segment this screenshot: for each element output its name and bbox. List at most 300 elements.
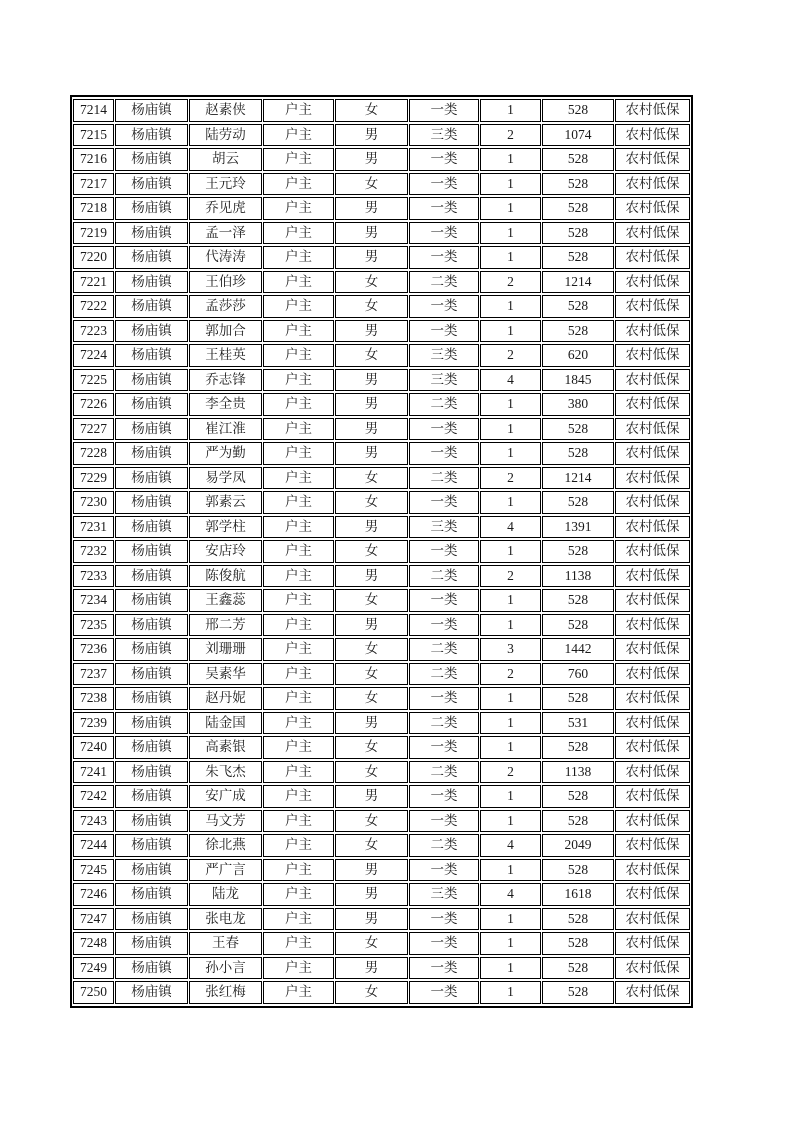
table-cell-person-count: 1 xyxy=(480,197,541,220)
table-cell-gender: 女 xyxy=(335,540,408,563)
table-cell-category: 一类 xyxy=(409,197,479,220)
table-cell-sequence-number: 7232 xyxy=(73,540,114,563)
table-cell-town: 杨庙镇 xyxy=(115,565,188,588)
table-cell-relation: 户主 xyxy=(263,246,334,269)
table-cell-name: 徐北燕 xyxy=(189,834,262,857)
table-cell-name: 孟一泽 xyxy=(189,222,262,245)
table-cell-amount: 528 xyxy=(542,785,614,808)
table-cell-sequence-number: 7231 xyxy=(73,516,114,539)
table-cell-town: 杨庙镇 xyxy=(115,932,188,955)
table-cell-name: 马文芳 xyxy=(189,810,262,833)
table-cell-name: 王春 xyxy=(189,932,262,955)
table-cell-category: 二类 xyxy=(409,834,479,857)
table-cell-amount: 528 xyxy=(542,540,614,563)
table-cell-amount: 528 xyxy=(542,957,614,980)
table-cell-sequence-number: 7219 xyxy=(73,222,114,245)
table-cell-relation: 户主 xyxy=(263,491,334,514)
table-cell-welfare-type: 农村低保 xyxy=(615,736,690,759)
table-cell-person-count: 1 xyxy=(480,393,541,416)
table-cell-gender: 女 xyxy=(335,761,408,784)
table-cell-town: 杨庙镇 xyxy=(115,981,188,1004)
table-cell-sequence-number: 7216 xyxy=(73,148,114,171)
table-cell-name: 郭素云 xyxy=(189,491,262,514)
table-cell-town: 杨庙镇 xyxy=(115,99,188,122)
table-cell-person-count: 1 xyxy=(480,222,541,245)
table-cell-relation: 户主 xyxy=(263,540,334,563)
table-cell-town: 杨庙镇 xyxy=(115,393,188,416)
table-row xyxy=(73,957,690,980)
table-cell-relation: 户主 xyxy=(263,99,334,122)
table-cell-gender: 女 xyxy=(335,810,408,833)
table-cell-amount: 531 xyxy=(542,712,614,735)
table-cell-relation: 户主 xyxy=(263,148,334,171)
table-cell-name: 王桂英 xyxy=(189,344,262,367)
table-cell-town: 杨庙镇 xyxy=(115,369,188,392)
table-cell-amount: 1074 xyxy=(542,124,614,147)
table-body xyxy=(73,99,690,1004)
table-cell-gender: 男 xyxy=(335,785,408,808)
table-cell-welfare-type: 农村低保 xyxy=(615,124,690,147)
table-cell-gender: 女 xyxy=(335,491,408,514)
table-cell-town: 杨庙镇 xyxy=(115,295,188,318)
table-row xyxy=(73,736,690,759)
table-cell-sequence-number: 7235 xyxy=(73,614,114,637)
table-cell-relation: 户主 xyxy=(263,638,334,661)
table-cell-gender: 男 xyxy=(335,614,408,637)
table-cell-town: 杨庙镇 xyxy=(115,418,188,441)
table-cell-gender: 男 xyxy=(335,859,408,882)
table-cell-amount: 528 xyxy=(542,810,614,833)
table-cell-relation: 户主 xyxy=(263,516,334,539)
table-cell-amount: 528 xyxy=(542,99,614,122)
table-cell-category: 一类 xyxy=(409,932,479,955)
table-cell-category: 二类 xyxy=(409,393,479,416)
table-cell-category: 一类 xyxy=(409,810,479,833)
table-cell-sequence-number: 7215 xyxy=(73,124,114,147)
table-cell-category: 三类 xyxy=(409,883,479,906)
table-cell-relation: 户主 xyxy=(263,442,334,465)
table-cell-name: 吴素华 xyxy=(189,663,262,686)
table-cell-sequence-number: 7223 xyxy=(73,320,114,343)
table-cell-gender: 女 xyxy=(335,834,408,857)
table-cell-person-count: 4 xyxy=(480,834,541,857)
table-cell-town: 杨庙镇 xyxy=(115,589,188,612)
table-cell-person-count: 1 xyxy=(480,418,541,441)
table-cell-name: 代涛涛 xyxy=(189,246,262,269)
table-cell-welfare-type: 农村低保 xyxy=(615,197,690,220)
table-cell-relation: 户主 xyxy=(263,736,334,759)
table-cell-person-count: 1 xyxy=(480,148,541,171)
table-row xyxy=(73,246,690,269)
table-cell-relation: 户主 xyxy=(263,344,334,367)
table-cell-relation: 户主 xyxy=(263,810,334,833)
table-cell-welfare-type: 农村低保 xyxy=(615,859,690,882)
table-cell-town: 杨庙镇 xyxy=(115,516,188,539)
table-cell-gender: 女 xyxy=(335,932,408,955)
table-cell-person-count: 1 xyxy=(480,981,541,1004)
table-cell-relation: 户主 xyxy=(263,761,334,784)
table-row xyxy=(73,369,690,392)
table-cell-person-count: 1 xyxy=(480,712,541,735)
table-row xyxy=(73,418,690,441)
table-cell-gender: 男 xyxy=(335,565,408,588)
table-row xyxy=(73,173,690,196)
table-cell-sequence-number: 7224 xyxy=(73,344,114,367)
table-cell-sequence-number: 7234 xyxy=(73,589,114,612)
table-cell-relation: 户主 xyxy=(263,687,334,710)
table-cell-person-count: 1 xyxy=(480,589,541,612)
table-cell-gender: 女 xyxy=(335,589,408,612)
table-cell-welfare-type: 农村低保 xyxy=(615,295,690,318)
table-row xyxy=(73,516,690,539)
table-cell-amount: 528 xyxy=(542,246,614,269)
table-cell-category: 一类 xyxy=(409,295,479,318)
table-cell-welfare-type: 农村低保 xyxy=(615,834,690,857)
table-cell-relation: 户主 xyxy=(263,908,334,931)
table-cell-gender: 男 xyxy=(335,148,408,171)
table-cell-gender: 女 xyxy=(335,638,408,661)
table-cell-town: 杨庙镇 xyxy=(115,638,188,661)
table-cell-sequence-number: 7217 xyxy=(73,173,114,196)
table-cell-name: 邢二芳 xyxy=(189,614,262,637)
table-cell-category: 二类 xyxy=(409,271,479,294)
table-cell-category: 一类 xyxy=(409,540,479,563)
table-cell-name: 王鑫蕊 xyxy=(189,589,262,612)
table-row xyxy=(73,565,690,588)
table-cell-name: 陆金国 xyxy=(189,712,262,735)
table-cell-gender: 男 xyxy=(335,124,408,147)
table-cell-person-count: 1 xyxy=(480,957,541,980)
table-cell-name: 朱飞杰 xyxy=(189,761,262,784)
table-cell-person-count: 2 xyxy=(480,761,541,784)
table-cell-name: 赵丹妮 xyxy=(189,687,262,710)
table-cell-person-count: 1 xyxy=(480,540,541,563)
table-cell-gender: 女 xyxy=(335,295,408,318)
table-cell-category: 一类 xyxy=(409,981,479,1004)
table-cell-name: 安广成 xyxy=(189,785,262,808)
table-cell-category: 一类 xyxy=(409,687,479,710)
table-cell-category: 一类 xyxy=(409,173,479,196)
table-cell-amount: 760 xyxy=(542,663,614,686)
table-cell-person-count: 2 xyxy=(480,467,541,490)
table-cell-category: 一类 xyxy=(409,320,479,343)
table-cell-gender: 男 xyxy=(335,320,408,343)
table-cell-relation: 户主 xyxy=(263,785,334,808)
table-cell-welfare-type: 农村低保 xyxy=(615,222,690,245)
table-cell-welfare-type: 农村低保 xyxy=(615,173,690,196)
table-cell-sequence-number: 7228 xyxy=(73,442,114,465)
table-cell-welfare-type: 农村低保 xyxy=(615,810,690,833)
table-cell-relation: 户主 xyxy=(263,222,334,245)
table-cell-person-count: 1 xyxy=(480,810,541,833)
table-cell-amount: 1214 xyxy=(542,271,614,294)
table-row xyxy=(73,712,690,735)
table-cell-relation: 户主 xyxy=(263,957,334,980)
table-cell-person-count: 2 xyxy=(480,565,541,588)
table-cell-relation: 户主 xyxy=(263,197,334,220)
table-cell-sequence-number: 7229 xyxy=(73,467,114,490)
table-cell-sequence-number: 7218 xyxy=(73,197,114,220)
table-cell-category: 一类 xyxy=(409,222,479,245)
table-cell-welfare-type: 农村低保 xyxy=(615,418,690,441)
table-cell-town: 杨庙镇 xyxy=(115,712,188,735)
table-row xyxy=(73,197,690,220)
table-cell-sequence-number: 7222 xyxy=(73,295,114,318)
table-cell-welfare-type: 农村低保 xyxy=(615,957,690,980)
table-cell-welfare-type: 农村低保 xyxy=(615,369,690,392)
table-cell-amount: 528 xyxy=(542,222,614,245)
table-cell-gender: 男 xyxy=(335,222,408,245)
table-cell-amount: 528 xyxy=(542,736,614,759)
table-row xyxy=(73,785,690,808)
table-cell-amount: 1618 xyxy=(542,883,614,906)
table-cell-gender: 男 xyxy=(335,883,408,906)
table-cell-person-count: 1 xyxy=(480,614,541,637)
table-cell-person-count: 1 xyxy=(480,246,541,269)
table-cell-welfare-type: 农村低保 xyxy=(615,712,690,735)
table-cell-gender: 女 xyxy=(335,467,408,490)
table-row xyxy=(73,320,690,343)
table-cell-welfare-type: 农村低保 xyxy=(615,981,690,1004)
table-cell-person-count: 1 xyxy=(480,491,541,514)
table-cell-town: 杨庙镇 xyxy=(115,785,188,808)
table-cell-sequence-number: 7248 xyxy=(73,932,114,955)
table-cell-town: 杨庙镇 xyxy=(115,540,188,563)
table-cell-gender: 男 xyxy=(335,418,408,441)
table-cell-relation: 户主 xyxy=(263,712,334,735)
table-cell-category: 二类 xyxy=(409,467,479,490)
table-cell-sequence-number: 7250 xyxy=(73,981,114,1004)
table-cell-sequence-number: 7220 xyxy=(73,246,114,269)
table-cell-gender: 女 xyxy=(335,663,408,686)
table-cell-person-count: 1 xyxy=(480,908,541,931)
table-cell-sequence-number: 7233 xyxy=(73,565,114,588)
table-cell-gender: 男 xyxy=(335,442,408,465)
table-cell-town: 杨庙镇 xyxy=(115,197,188,220)
table-cell-gender: 女 xyxy=(335,99,408,122)
table-cell-town: 杨庙镇 xyxy=(115,124,188,147)
table-cell-person-count: 1 xyxy=(480,295,541,318)
table-cell-town: 杨庙镇 xyxy=(115,687,188,710)
table-cell-town: 杨庙镇 xyxy=(115,222,188,245)
table-cell-sequence-number: 7239 xyxy=(73,712,114,735)
table-cell-relation: 户主 xyxy=(263,418,334,441)
table-cell-amount: 1442 xyxy=(542,638,614,661)
table-cell-person-count: 2 xyxy=(480,663,541,686)
table-cell-town: 杨庙镇 xyxy=(115,148,188,171)
table-cell-category: 一类 xyxy=(409,246,479,269)
table-row xyxy=(73,295,690,318)
table-cell-category: 二类 xyxy=(409,565,479,588)
table-cell-relation: 户主 xyxy=(263,883,334,906)
table-cell-category: 三类 xyxy=(409,369,479,392)
table-cell-amount: 528 xyxy=(542,148,614,171)
table-cell-gender: 男 xyxy=(335,516,408,539)
table-cell-town: 杨庙镇 xyxy=(115,491,188,514)
table-cell-person-count: 2 xyxy=(480,271,541,294)
table-cell-category: 一类 xyxy=(409,614,479,637)
table-cell-category: 一类 xyxy=(409,908,479,931)
table-cell-name: 崔江淮 xyxy=(189,418,262,441)
table-cell-sequence-number: 7226 xyxy=(73,393,114,416)
table-cell-welfare-type: 农村低保 xyxy=(615,638,690,661)
table-cell-name: 孟莎莎 xyxy=(189,295,262,318)
table-cell-amount: 620 xyxy=(542,344,614,367)
table-cell-sequence-number: 7245 xyxy=(73,859,114,882)
table-cell-town: 杨庙镇 xyxy=(115,467,188,490)
table-cell-welfare-type: 农村低保 xyxy=(615,246,690,269)
table-cell-name: 王元玲 xyxy=(189,173,262,196)
table-cell-welfare-type: 农村低保 xyxy=(615,883,690,906)
table-cell-welfare-type: 农村低保 xyxy=(615,516,690,539)
table-cell-amount: 528 xyxy=(542,981,614,1004)
table-cell-name: 胡云 xyxy=(189,148,262,171)
table-cell-gender: 男 xyxy=(335,197,408,220)
table-cell-name: 郭加合 xyxy=(189,320,262,343)
table-row xyxy=(73,344,690,367)
table-cell-name: 赵素侠 xyxy=(189,99,262,122)
table-cell-sequence-number: 7225 xyxy=(73,369,114,392)
table-cell-gender: 女 xyxy=(335,736,408,759)
table-cell-sequence-number: 7236 xyxy=(73,638,114,661)
table-row xyxy=(73,124,690,147)
table-cell-welfare-type: 农村低保 xyxy=(615,540,690,563)
table-cell-gender: 男 xyxy=(335,369,408,392)
table-cell-town: 杨庙镇 xyxy=(115,271,188,294)
table-cell-amount: 528 xyxy=(542,614,614,637)
table-cell-welfare-type: 农村低保 xyxy=(615,687,690,710)
table-cell-person-count: 1 xyxy=(480,932,541,955)
table-row xyxy=(73,810,690,833)
table-cell-name: 郭学柱 xyxy=(189,516,262,539)
table-cell-relation: 户主 xyxy=(263,859,334,882)
table-cell-town: 杨庙镇 xyxy=(115,736,188,759)
table-cell-town: 杨庙镇 xyxy=(115,834,188,857)
table-cell-gender: 男 xyxy=(335,908,408,931)
table-cell-amount: 528 xyxy=(542,908,614,931)
table-cell-category: 三类 xyxy=(409,344,479,367)
table-cell-welfare-type: 农村低保 xyxy=(615,467,690,490)
table-row xyxy=(73,687,690,710)
table-cell-town: 杨庙镇 xyxy=(115,761,188,784)
table-cell-town: 杨庙镇 xyxy=(115,883,188,906)
table-row xyxy=(73,834,690,857)
table-cell-name: 李全贵 xyxy=(189,393,262,416)
table-cell-name: 张电龙 xyxy=(189,908,262,931)
table-row xyxy=(73,663,690,686)
table-cell-amount: 528 xyxy=(542,932,614,955)
table-cell-category: 一类 xyxy=(409,442,479,465)
table-cell-amount: 528 xyxy=(542,859,614,882)
table-cell-sequence-number: 7240 xyxy=(73,736,114,759)
table-row xyxy=(73,883,690,906)
table-cell-person-count: 4 xyxy=(480,516,541,539)
table-cell-relation: 户主 xyxy=(263,663,334,686)
table-cell-relation: 户主 xyxy=(263,981,334,1004)
table-cell-amount: 528 xyxy=(542,295,614,318)
table-cell-relation: 户主 xyxy=(263,589,334,612)
table-row xyxy=(73,638,690,661)
table-cell-person-count: 2 xyxy=(480,124,541,147)
table-cell-person-count: 1 xyxy=(480,99,541,122)
table-cell-category: 一类 xyxy=(409,148,479,171)
table-cell-town: 杨庙镇 xyxy=(115,957,188,980)
table-cell-welfare-type: 农村低保 xyxy=(615,908,690,931)
table-cell-sequence-number: 7243 xyxy=(73,810,114,833)
table-cell-sequence-number: 7237 xyxy=(73,663,114,686)
table-cell-amount: 528 xyxy=(542,197,614,220)
table-cell-welfare-type: 农村低保 xyxy=(615,663,690,686)
table-cell-town: 杨庙镇 xyxy=(115,614,188,637)
table-cell-welfare-type: 农村低保 xyxy=(615,932,690,955)
table-cell-relation: 户主 xyxy=(263,124,334,147)
table-cell-person-count: 1 xyxy=(480,173,541,196)
table-cell-name: 陆劳动 xyxy=(189,124,262,147)
table-cell-welfare-type: 农村低保 xyxy=(615,99,690,122)
table-row xyxy=(73,491,690,514)
table-cell-amount: 2049 xyxy=(542,834,614,857)
table-cell-town: 杨庙镇 xyxy=(115,663,188,686)
table-cell-relation: 户主 xyxy=(263,932,334,955)
table-cell-gender: 男 xyxy=(335,393,408,416)
table-row xyxy=(73,932,690,955)
table-cell-name: 乔见虎 xyxy=(189,197,262,220)
table-cell-category: 三类 xyxy=(409,516,479,539)
table-cell-person-count: 4 xyxy=(480,883,541,906)
table-cell-person-count: 1 xyxy=(480,785,541,808)
table-cell-relation: 户主 xyxy=(263,173,334,196)
table-row xyxy=(73,442,690,465)
table-row xyxy=(73,222,690,245)
table-cell-welfare-type: 农村低保 xyxy=(615,393,690,416)
table-cell-person-count: 1 xyxy=(480,687,541,710)
table-row xyxy=(73,540,690,563)
table-cell-name: 安店玲 xyxy=(189,540,262,563)
table-cell-amount: 528 xyxy=(542,418,614,441)
table-row xyxy=(73,99,690,122)
welfare-roster-table xyxy=(70,95,693,1008)
table-cell-sequence-number: 7214 xyxy=(73,99,114,122)
table-cell-gender: 男 xyxy=(335,712,408,735)
table-cell-name: 刘珊珊 xyxy=(189,638,262,661)
table-cell-amount: 528 xyxy=(542,491,614,514)
table-cell-person-count: 4 xyxy=(480,369,541,392)
table-row xyxy=(73,908,690,931)
table-cell-relation: 户主 xyxy=(263,271,334,294)
table-cell-amount: 528 xyxy=(542,687,614,710)
table-cell-relation: 户主 xyxy=(263,295,334,318)
table-cell-category: 一类 xyxy=(409,957,479,980)
table-cell-sequence-number: 7241 xyxy=(73,761,114,784)
table-cell-name: 易学凤 xyxy=(189,467,262,490)
table-cell-amount: 528 xyxy=(542,442,614,465)
table-cell-category: 一类 xyxy=(409,418,479,441)
table-cell-town: 杨庙镇 xyxy=(115,320,188,343)
table-cell-welfare-type: 农村低保 xyxy=(615,148,690,171)
table-cell-amount: 1138 xyxy=(542,761,614,784)
table-row xyxy=(73,859,690,882)
table-cell-town: 杨庙镇 xyxy=(115,810,188,833)
table-cell-relation: 户主 xyxy=(263,834,334,857)
table-row xyxy=(73,981,690,1004)
table-cell-town: 杨庙镇 xyxy=(115,246,188,269)
table-cell-name: 张红梅 xyxy=(189,981,262,1004)
table-cell-amount: 1391 xyxy=(542,516,614,539)
table-cell-person-count: 3 xyxy=(480,638,541,661)
table-cell-town: 杨庙镇 xyxy=(115,344,188,367)
table-cell-sequence-number: 7247 xyxy=(73,908,114,931)
table-cell-category: 一类 xyxy=(409,859,479,882)
